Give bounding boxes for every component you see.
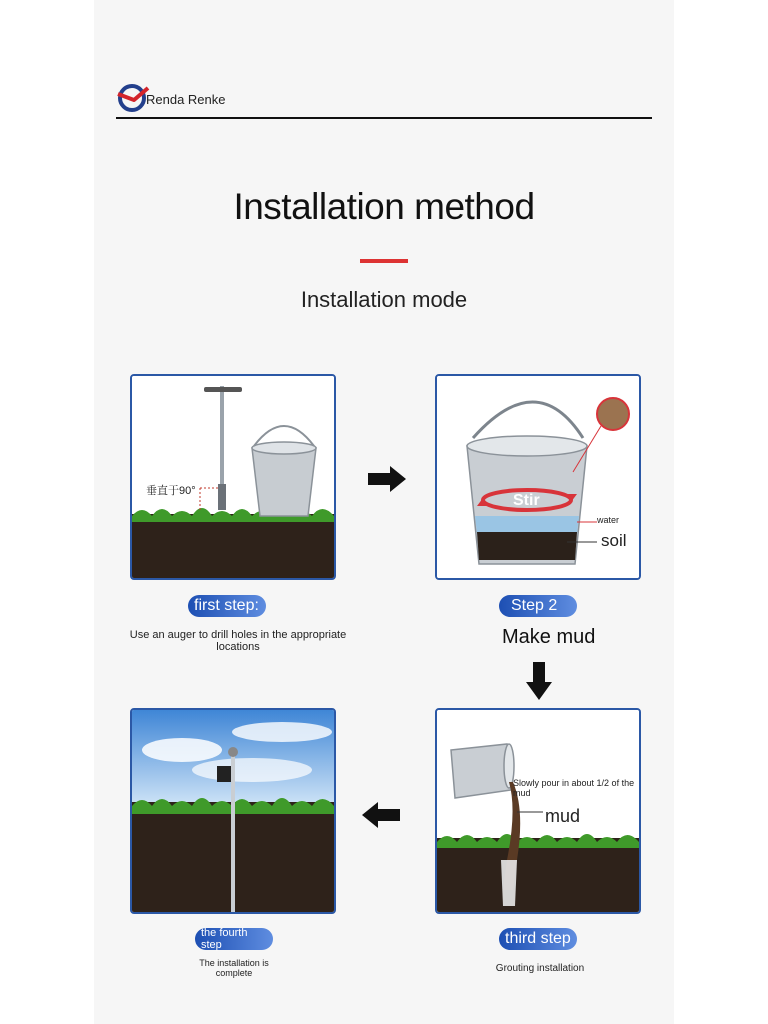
step4-image: [130, 708, 336, 914]
brand-name: Renda Renke: [146, 92, 226, 107]
step4-badge: the fourth step: [195, 928, 273, 950]
soil-label: soil: [601, 531, 627, 550]
arrow-left-icon: [360, 800, 402, 830]
page-title: Installation method: [233, 186, 535, 227]
water-label: water: [597, 515, 620, 525]
step2-image: [435, 374, 641, 580]
page-subtitle: Installation mode: [300, 287, 468, 312]
arrow-right-icon: [366, 464, 408, 494]
step4-caption: The installation is complete: [199, 958, 269, 978]
step1-caption: Use an auger to drill holes in the appropriate locations: [129, 629, 347, 653]
mud-label: mud: [545, 806, 581, 826]
angle-label: 垂直于90°: [146, 485, 196, 497]
arrow-down-icon: [524, 660, 554, 702]
step2-badge: Step 2: [499, 595, 577, 617]
step3-caption: Grouting installation: [495, 963, 585, 974]
pour-label: Slowly pour in about 1/2 of the mud: [513, 778, 635, 798]
stir-label: Stir: [513, 492, 540, 509]
header: [116, 80, 652, 120]
title-accent-bar: [360, 259, 408, 263]
header-divider: [116, 117, 652, 119]
step1-image: [130, 374, 336, 580]
step1-badge: first step:: [188, 595, 266, 617]
step3-image: [435, 708, 641, 914]
step2-caption: Make mud: [502, 626, 596, 648]
step3-badge: third step: [499, 928, 577, 950]
brand-logo-icon: [116, 82, 150, 112]
